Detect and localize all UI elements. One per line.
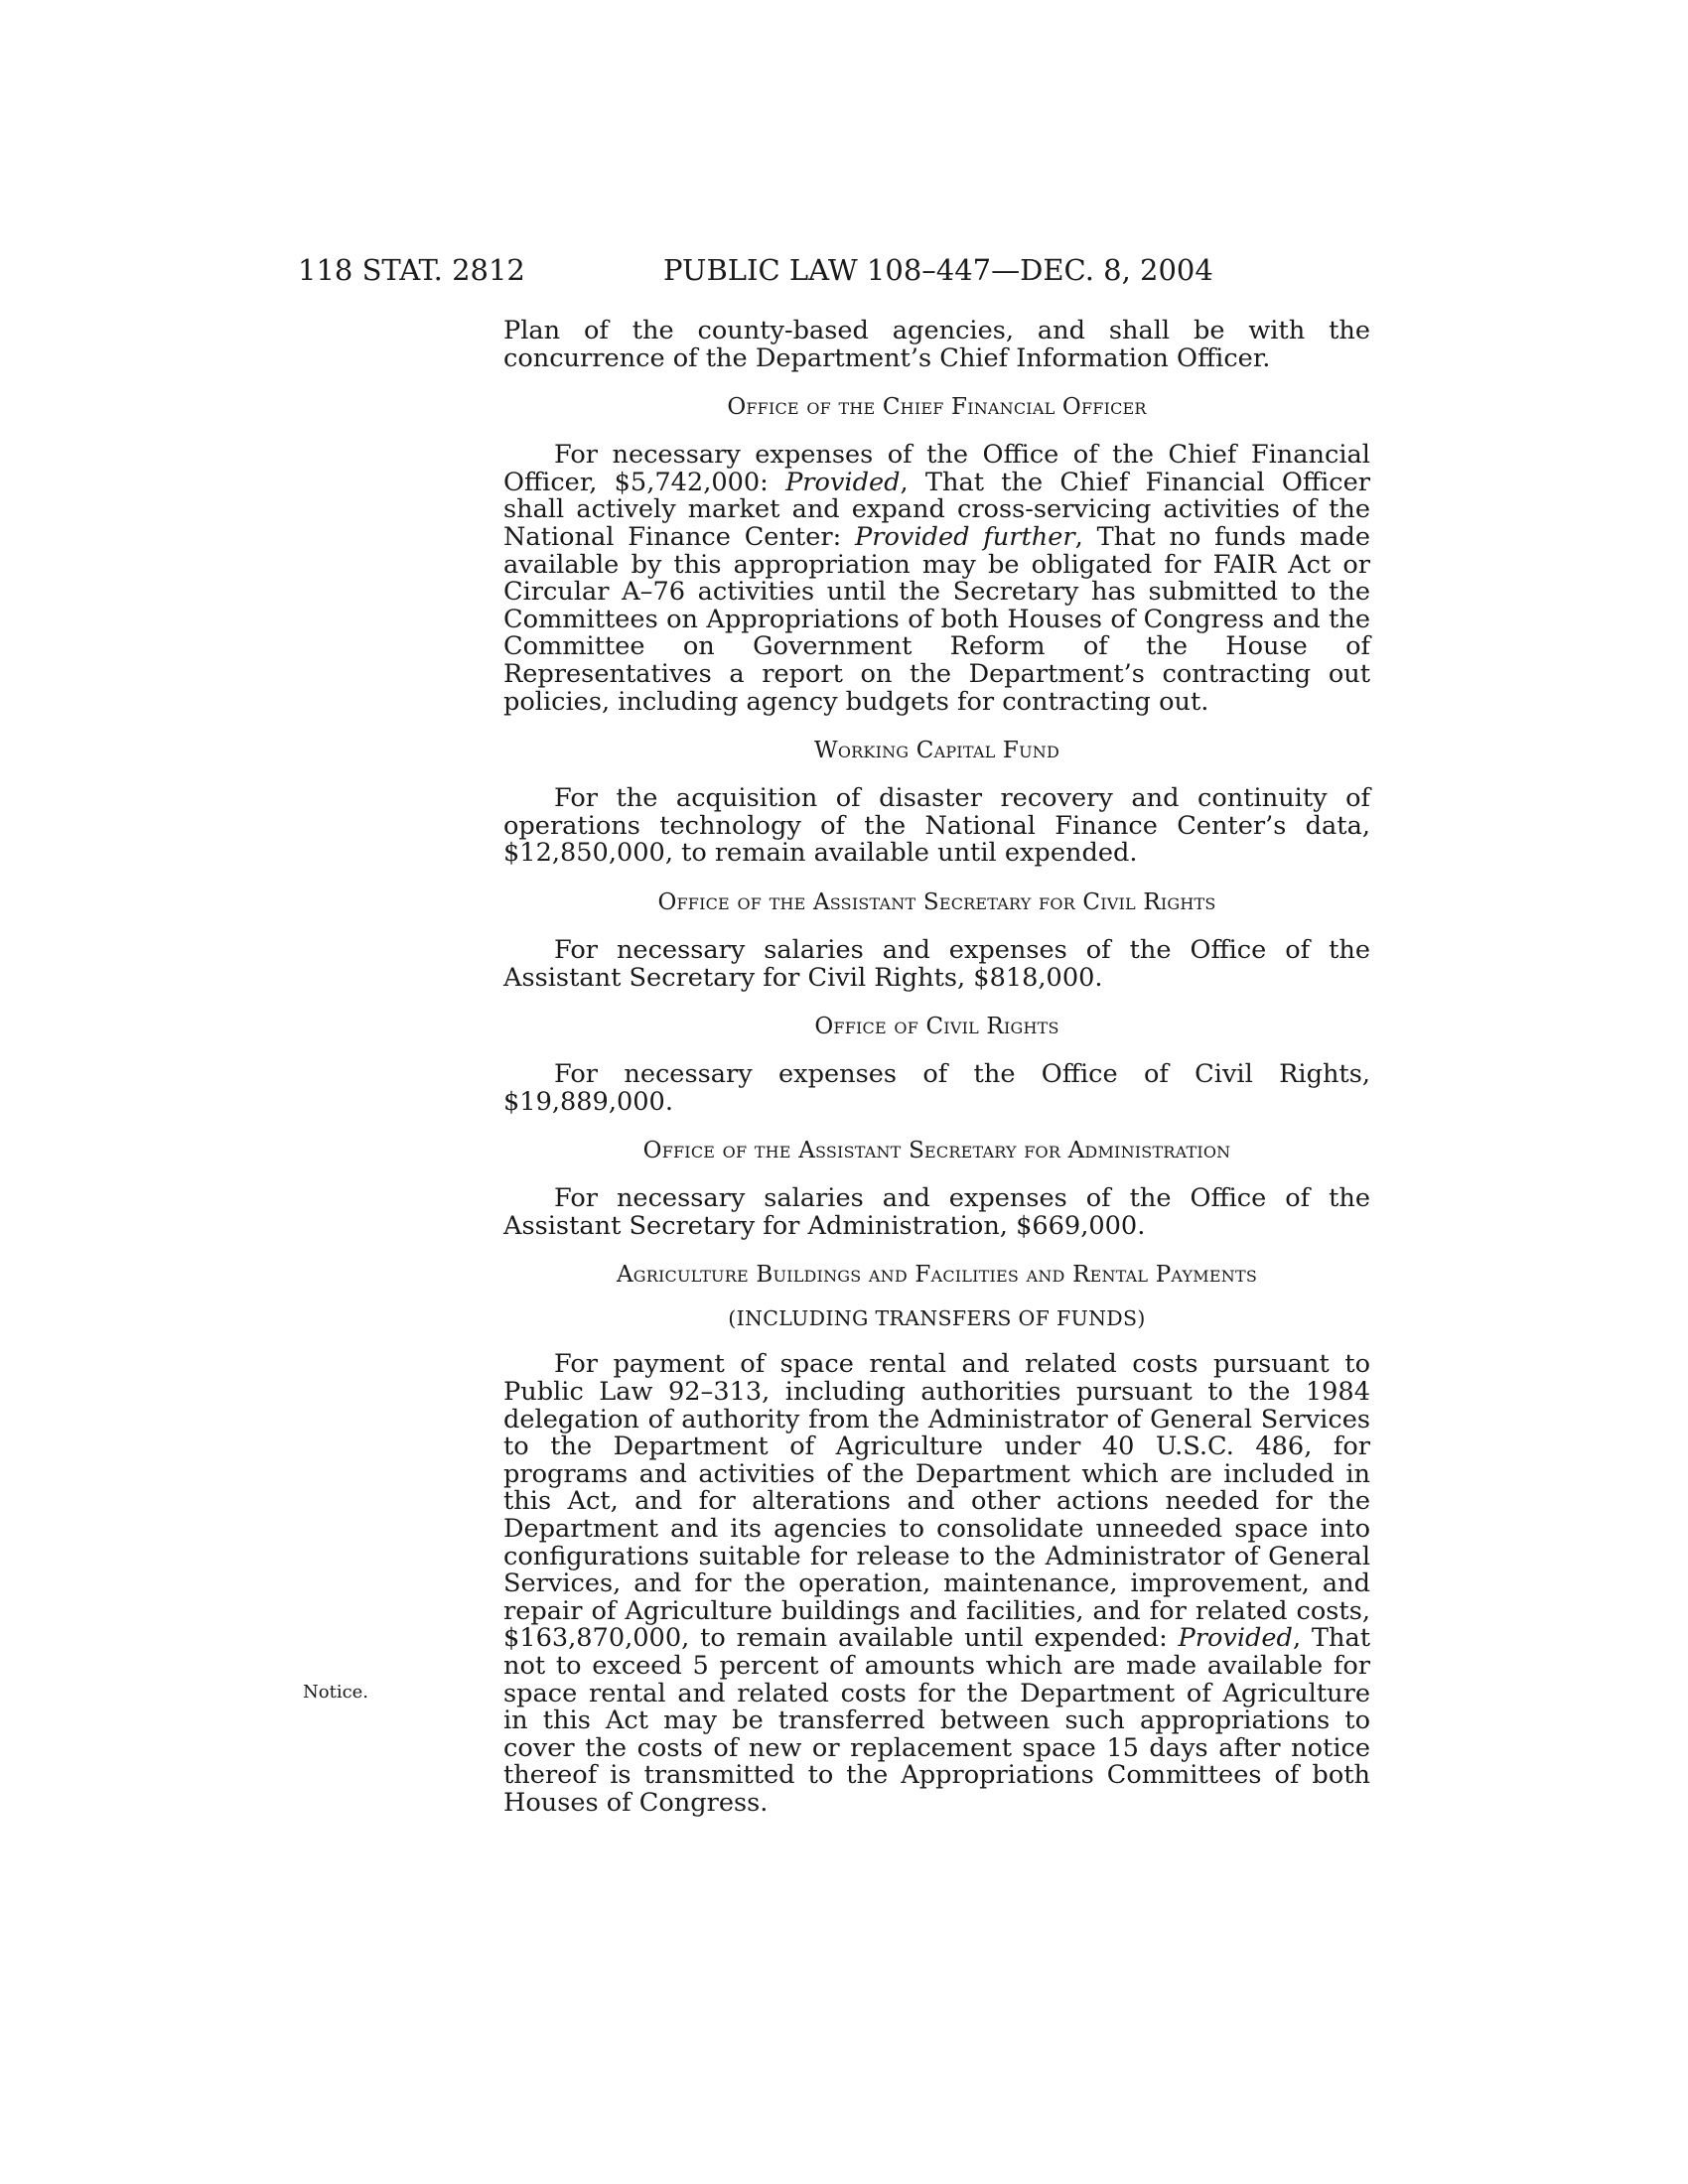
section-heading-buildings: Agriculture Buildings and Facilities and Rental Payments [616, 1262, 1257, 1289]
buildings-text-1: For payment of space rental and related costs pursuant to Public Law 92–313, including authorities pursuant to the 1984 delegation of authority from the Administrator of General Services to the Department of Agriculture under 40 U.S.C. 486, for programs and activities of the Department which are included in this Act, and for alterations and other actions needed for the Department and its agencies to consolidate unneeded space into configurations suitable for release to the Administrator of General Services, and for the operation, maintenance, improvement, and repair of Agriculture buildings and facilities, and for related costs, $163,870,000, to remain available until expended: [503, 1349, 1370, 1654]
paragraph-buildings [503, 1351, 1370, 1817]
section-heading-asst-civil-rights: Office of the Assistant Secretary for Civil Rights [657, 888, 1216, 915]
cfo-text-2: , That the Chief Financial Officer shall actively market and expand cross-servicing activities of the National Finance Center: [503, 467, 1370, 552]
page-number: 118 STAT. 2812 [298, 253, 525, 287]
paragraph-wcf: For the acquisition of disaster recovery and continuity of operations technology of the National Finance Center’s data, $12,850,000, to remain available until expended. [503, 783, 1370, 869]
margin-note: Notice. [303, 1682, 369, 1703]
section-heading-asst-admin: Office of the Assistant Secretary for Administration [642, 1138, 1231, 1164]
section-heading-wcf: Working Capital Fund [814, 738, 1059, 764]
cfo-provided-further: Provided further [855, 521, 1075, 552]
paragraph-asst-civil-rights: For necessary salaries and expenses of the Office of the Assistant Secretary for Civil Rights, $818,000. [503, 934, 1370, 993]
paragraph-civil-rights: For necessary expenses of the Office of Civil Rights, $19,889,000. [503, 1059, 1370, 1117]
body-text [503, 318, 1370, 1818]
cfo-text-1: For necessary expenses of the Office of the Chief Financial Officer, $5,742,000: [503, 440, 1370, 497]
section-heading-cfo: Office of the Chief Financial Officer [727, 394, 1147, 421]
paragraph-asst-admin: For necessary salaries and expenses of the Office of the Assistant Secretary for Administration, $669,000. [503, 1183, 1370, 1241]
buildings-provided: Provided [1178, 1623, 1293, 1654]
cfo-provided: Provided [785, 467, 901, 497]
running-head [298, 250, 1370, 290]
cfo-text-3: , That no funds made available by this appropriation may be obligated for FAIR Act or Circular A–76 activities until the Secretary has submitted to the Committees on Appropriations of both Houses of Congress and the Committee on Government Reform of the House of Representatives a report on the Department’s contracting out policies, including agency budgets for contracting out. [503, 521, 1370, 717]
section-heading-civil-rights: Office of Civil Rights [814, 1014, 1059, 1040]
paragraph-cfo [503, 442, 1370, 716]
section-subheading-transfers: (INCLUDING TRANSFERS OF FUNDS) [728, 1306, 1146, 1331]
law-title: PUBLIC LAW 108–447—DEC. 8, 2004 [663, 253, 1213, 287]
buildings-text-2: , That not to exceed 5 percent of amounts which are made available for space rental and related costs for the Department of Agriculture in this Act may be transferred between such appropriations to cover the costs of new or replacement space 15 days after notice thereof is transmitted to the Appropriations Committees of both Houses of Congress. [503, 1623, 1370, 1818]
continuation-paragraph: Plan of the county-based agencies, and shall be with the concurrence of the Department’s Chief Information Officer. [503, 316, 1370, 373]
